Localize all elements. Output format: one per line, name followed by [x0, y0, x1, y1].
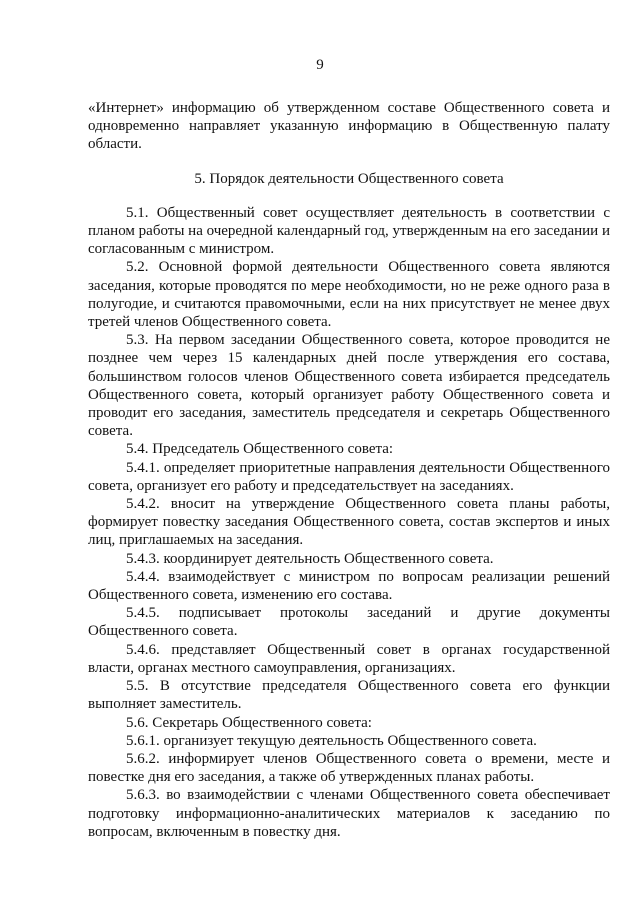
paragraph-5-5: 5.5. В отсутствие председателя Общественного совета его функции выполняет заместитель.: [88, 678, 610, 713]
paragraph-5-6-3: 5.6.3. во взаимодействии с членами Общественного совета обеспечивает подготовку информационно-аналитических материалов к заседанию по вопросам, включенным в повестку дня.: [88, 787, 610, 840]
paragraph-5-4-2: 5.4.2. вносит на утверждение Общественного совета планы работы, формирует повестку заседания Общественного совета, состав экспертов и иных лиц, приглашаемых на заседания.: [88, 496, 610, 549]
paragraph-5-6-2: 5.6.2. информирует членов Общественного совета о времени, месте и повестке дня его заседания, а также об утвержденных планах работы.: [88, 750, 610, 786]
paragraph-5-4-3: 5.4.3. координирует деятельность Общественного совета.: [126, 550, 494, 567]
section-heading: 5. Порядок деятельности Общественного совета: [194, 170, 504, 187]
paragraph-5-4-5: 5.4.5. подписывает протоколы заседаний и другие документы Общественного совета.: [88, 605, 610, 640]
document-body: [88, 99, 610, 841]
paragraph-5-4-4: 5.4.4. взаимодействует с министром по вопросам реализации решений Общественного совета, изменению его состава.: [88, 568, 610, 604]
paragraph-5-4: 5.4. Председатель Общественного совета:: [126, 441, 394, 458]
paragraph-5-4-6: 5.4.6. представляет Общественный совет в органах государственной власти, органах местного самоуправления, организациях.: [88, 641, 610, 676]
paragraph-5-3: 5.3. На первом заседании Общественного совета, которое проводится не позднее чем через 15 календарных дней после утверждения его состава, большинством голосов членов Общественного совета избирается председатель Общественного совета, который организует работу Общественного совета и проводит его заседания, заместитель председателя и секретарь Общественного совета.: [88, 332, 610, 440]
paragraph-5-6-1: 5.6.1. организует текущую деятельность Общественного совета.: [126, 732, 537, 749]
paragraph-5-2: 5.2. Основной формой деятельности Общественного совета являются заседания, которые проводятся по мере необходимости, но не реже одного раза в полугодие, и считаются правомочными, если на них присутствует не менее двух третей членов Общественного совета.: [88, 259, 610, 331]
paragraph-5-1: 5.1. Общественный совет осуществляет деятельность в соответствии с планом работы на очередной календарный год, утвержденным на его заседании и согласованным с министром.: [88, 204, 610, 258]
paragraph-5-6: 5.6. Секретарь Общественного совета:: [126, 714, 372, 731]
paragraph-5-4-1: 5.4.1. определяет приоритетные направления деятельности Общественного совета, организует его работу и председательствует на заседаниях.: [88, 459, 610, 494]
intro-paragraph: «Интернет» информацию об утвержденном составе Общественного совета и одновременно направляет указанную информацию в Общественную палату области.: [88, 100, 610, 153]
page-number: 9: [316, 57, 324, 73]
